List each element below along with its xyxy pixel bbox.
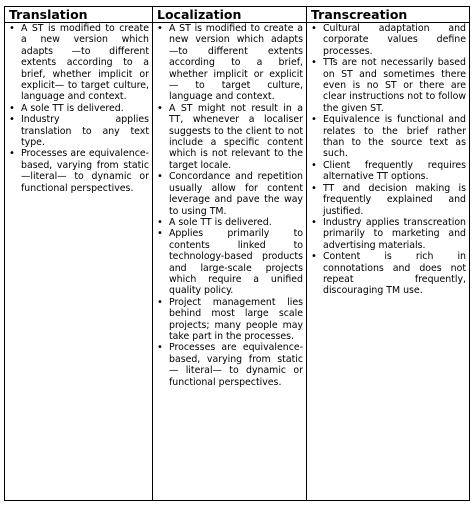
list-item: • A sole TT is delivered.: [21, 103, 149, 114]
header-transcreation: Transcreation: [307, 7, 470, 23]
header-translation: Translation: [5, 7, 153, 23]
list-item: • A sole TT is delivered.: [169, 217, 303, 228]
list-item: • Processes are equivalence-based, varying from static —literal— to dynamic or functional perspectives.: [21, 148, 149, 194]
localization-cell: [153, 23, 307, 501]
list-item: • Equivalence is functional and relates to the brief rather than to the source text as such.: [323, 114, 466, 160]
transcreation-list: [309, 23, 466, 297]
list-item: • Processes are equivalence-based, varying from static — literal— to dynamic or functional perspectives.: [169, 342, 303, 388]
header-row: [5, 7, 470, 23]
list-item: • Client frequently requires alternative TT options.: [323, 160, 466, 183]
list-item: • A ST is modified to create a new version which adapts —to different extents according to a brief, whether implicit or explicit— to target culture, language and context.: [21, 23, 149, 103]
comparison-table-container: [4, 6, 469, 501]
comparison-table: [4, 6, 470, 501]
localization-list: [155, 23, 303, 388]
list-item: • A ST is modified to create a new version which adapts —to different extents according to a brief, whether implicit or explicit— to target culture, language and context.: [169, 23, 303, 103]
list-item: • Project management lies behind most large scale projects; many people may take part in the processes.: [169, 297, 303, 343]
list-item: • Industry applies translation to any text type.: [21, 114, 149, 148]
translation-list: [7, 23, 149, 194]
list-item: • Industry applies transcreation primarily to marketing and advertising materials.: [323, 217, 466, 251]
list-item: • TT and decision making is frequently explained and justified.: [323, 183, 466, 217]
list-item: • Concordance and repetition usually allow for content leverage and pave the way to using TM.: [169, 171, 303, 217]
transcreation-cell: [307, 23, 470, 501]
list-item: • A ST might not result in a TT, whenever a localiser suggests to the client to not include a specific content which is not relevant to the target locale.: [169, 103, 303, 171]
header-localization: Localization: [153, 7, 307, 23]
list-item: • Applies primarily to contents linked to technology-based products and large-scale projects which require a unified quality policy.: [169, 228, 303, 296]
list-item: • Cultural adaptation and corporate values define processes.: [323, 23, 466, 57]
content-row: [5, 23, 470, 501]
translation-cell: [5, 23, 153, 501]
list-item: • TTs are not necessarily based on ST and sometimes there even is no ST or there are clear instructions not to follow the given ST.: [323, 57, 466, 114]
list-item: • Content is rich in connotations and does not repeat frequently, discouraging TM use.: [323, 251, 466, 297]
